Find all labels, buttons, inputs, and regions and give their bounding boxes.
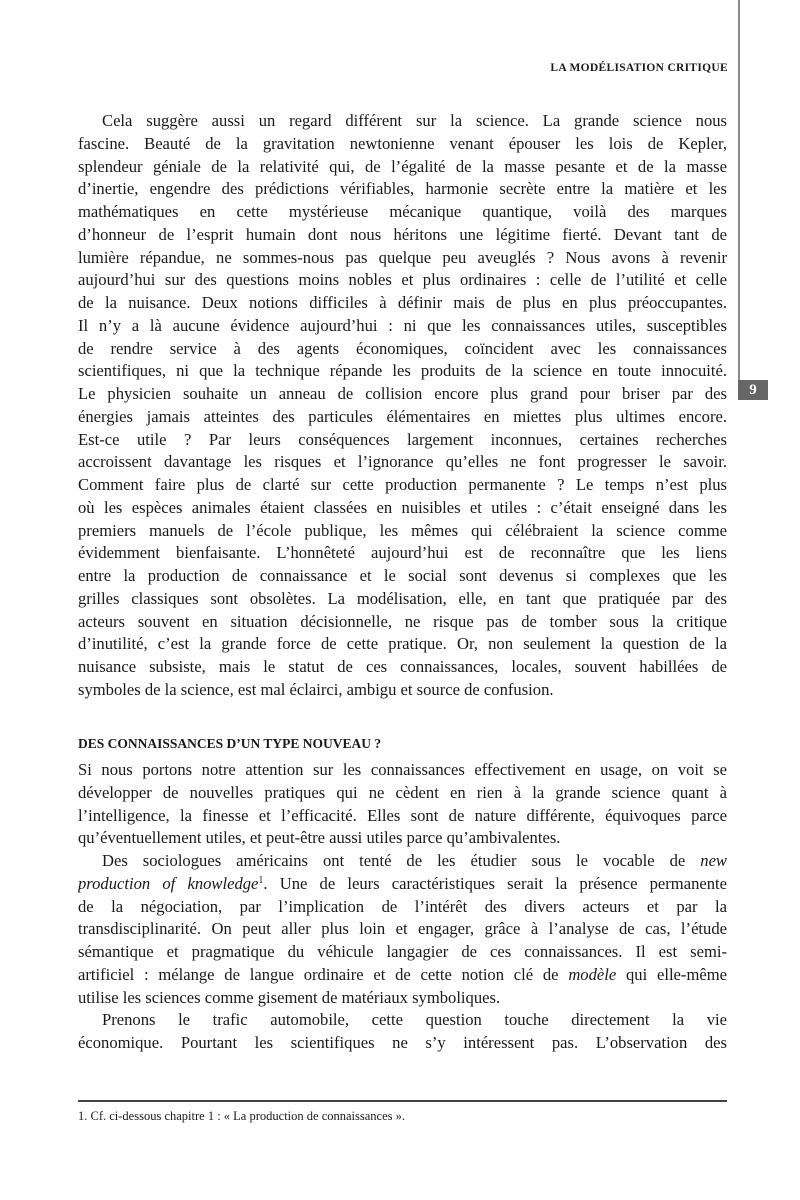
text-line: Prenons le trafic automobile, cette question touche directement la vie <box>102 1010 727 1030</box>
text-line: premiers manuels de l’école publique, les mêmes qui célébraient la science comme <box>78 520 727 540</box>
text-line <box>78 964 727 987</box>
text-line: développer de nouvelles pratiques qui ne cèdent en rien à la grande science quant à <box>78 782 727 802</box>
text-line: où les espèces animales étaient classées en nuisibles et utiles : c’était enseigné dans les <box>78 497 727 517</box>
text-line: transdisciplinarité. On peut aller plus loin et engager, grâce à l’analyse de cas, l’étude <box>78 919 727 939</box>
text-line: l’intelligence, la finesse et l’efficacité. Elles sont de nature différente, équivoques parce <box>78 805 727 825</box>
text-line: grilles classiques sont obsolètes. La modélisation, elle, en tant que pratiquée par des <box>78 588 727 608</box>
text-line: Cela suggère aussi un regard différent sur la science. La grande science nous <box>102 111 727 130</box>
page-edge-rule <box>738 0 740 381</box>
text-line: d’honneur de l’esprit humain dont nous héritons une légitime fierté. Devant tant de <box>78 224 727 244</box>
text-line: accroissent davantage les risques et l’ignorance qu’elles ne font progresser le savoir. <box>78 452 727 472</box>
text-line: fascine. Beauté de la gravitation newtonienne venant épouser les lois de Kepler, <box>78 133 727 153</box>
text-line: évidemment bienfaisante. L’honnêteté aujourd’hui est de reconnaître que les liens <box>78 543 727 563</box>
text-line <box>78 873 727 896</box>
text-line <box>78 850 727 873</box>
text-line: utilise les sciences comme gisement de matériaux symboliques. <box>78 987 501 1007</box>
footnote-rule <box>78 1100 727 1102</box>
footnote: 1. Cf. ci-dessous chapitre 1 : « La production de connaissances ». <box>78 1109 405 1123</box>
text-line: Il n’y a là aucune évidence aujourd’hui : ni que les connaissances utiles, susceptibles <box>78 315 727 335</box>
text-line: sémantique et pragmatique du véhicule langagier de ces connaissances. Il est semi- <box>78 942 727 961</box>
text-line: scientifiques, ni que la technique répande les produits de la science en toute innocuité. <box>78 361 727 381</box>
text-line: mathématiques en cette mystérieuse mécanique quantique, voilà des marques <box>78 202 727 221</box>
text-run: artificiel : mélange de langue ordinaire et de cette notion clé de <box>78 964 569 984</box>
text-line: d’inertie, engendre des prédictions vérifiables, harmonie secrète entre la matière et les <box>78 179 727 199</box>
running-header: LA MODÉLISATION CRITIQUE <box>550 62 728 74</box>
italic-text: new <box>700 851 727 870</box>
text-line: Le physicien souhaite un anneau de collision encore plus grand pour briser par des <box>78 384 727 403</box>
section-heading: DES CONNAISSANCES D’UN TYPE NOUVEAU ? <box>78 736 382 751</box>
text-line: acteurs souvent en situation décisionnelle, ne risque pas de tomber sous la critique <box>78 611 727 631</box>
text-line: d’inutilité, c’est la grande force de cette pratique. Or, non seulement la question de la <box>78 634 727 654</box>
text-line: qu’éventuellement utiles, et peut-être aussi utiles parce qu’ambivalentes. <box>78 828 561 848</box>
text-line: Est-ce utile ? Par leurs conséquences largement inconnues, certaines recherches <box>78 429 727 449</box>
text-line: aujourd’hui sur des questions moins nobles et plus ordinaires : celle de l’utilité et celle <box>78 270 727 290</box>
italic-text: modèle <box>568 964 617 984</box>
text-run: Des sociologues américains ont tenté de les étudier sous le vocable de <box>102 851 701 870</box>
page-number-tab: 9 <box>738 380 768 400</box>
footnote-ref: 1 <box>258 874 264 886</box>
section2-body <box>78 759 727 1055</box>
text-line: Si nous portons notre attention sur les connaissances effectivement en usage, on voit se <box>78 760 727 779</box>
text-line: de la nuisance. Deux notions difficiles à définir mais de plus en plus préoccupantes. <box>78 293 727 312</box>
italic-text: production of knowledge <box>78 873 259 893</box>
text-line: économique. Pourtant les scientifiques ne s’y intéressent pas. L’observation des <box>78 1033 727 1052</box>
text-run: qui elle-même <box>616 964 727 984</box>
text-line: de rendre service à des agents économiques, coïncident avec les connaissances <box>78 338 727 358</box>
section1-body <box>78 110 727 702</box>
text-line: splendeur géniale de la relativité qui, de l’égalité de la masse pesante et de la masse <box>78 156 727 176</box>
text-line: entre la production de connaissance et le social sont devenus si complexes que les <box>78 566 727 585</box>
text-line: nuisance subsiste, mais le statut de ces connaissances, locales, souvent habillées de <box>78 657 727 676</box>
text-line: Comment faire plus de clarté sur cette production permanente ? Le temps n’est plus <box>78 475 727 494</box>
text-line: énergies jamais atteintes des particules élémentaires en miettes plus ultimes encore. <box>78 406 727 426</box>
text-run: . Une de leurs caractéristiques serait la présence permanente <box>263 873 727 893</box>
text-line: lumière répandue, ne sommes-nous pas quelque peu aveuglés ? Nous avons à revenir <box>78 247 727 267</box>
text-line: de la négociation, par l’implication de l’intérêt des divers acteurs et par la <box>78 896 727 916</box>
text-line: symboles de la science, est mal éclairci, ambigu et source de confusion. <box>78 679 554 699</box>
